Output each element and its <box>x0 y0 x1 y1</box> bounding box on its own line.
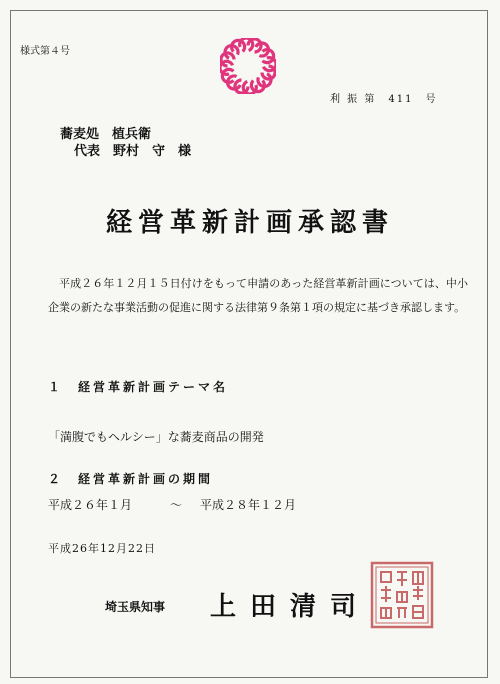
issuer-title: 埼玉県知事 <box>105 600 166 614</box>
issuer-name: 上田清司 <box>210 592 371 622</box>
issue-date: 平成26年12月22日 <box>48 542 156 555</box>
form-number: 様式第４号 <box>20 46 70 57</box>
prefecture-emblem-icon <box>220 38 276 94</box>
recipient-block <box>60 126 191 160</box>
official-seal-stamp <box>369 560 435 630</box>
plan-theme: 「満腹でもヘルシー」な蕎麦商品の開発 <box>48 430 264 444</box>
section2-heading: ２ 経営革新計画の期間 <box>48 472 214 486</box>
document-title: 経営革新計画承認書 <box>105 208 394 238</box>
certificate-number: 利 振 第 411 号 <box>330 94 438 105</box>
body-paragraph: 平成２６年１２月１５日付けをもって申請のあった経営革新計画については、中小企業の新たな事業活動の促進に関する法律第９条第１項の規定に基づき承認します。 <box>48 277 468 314</box>
period-end: 平成２８年１２月 <box>200 498 297 512</box>
section1-heading: １ 経営革新計画テーマ名 <box>48 380 229 394</box>
body-text <box>48 272 468 320</box>
recipient-representative: 代表 野村 守 様 <box>74 144 192 159</box>
period-start: 平成２６年１月 <box>48 498 133 512</box>
recipient-company: 蕎麦処 植兵衛 <box>60 127 152 142</box>
period-separator: ～ <box>170 498 183 512</box>
